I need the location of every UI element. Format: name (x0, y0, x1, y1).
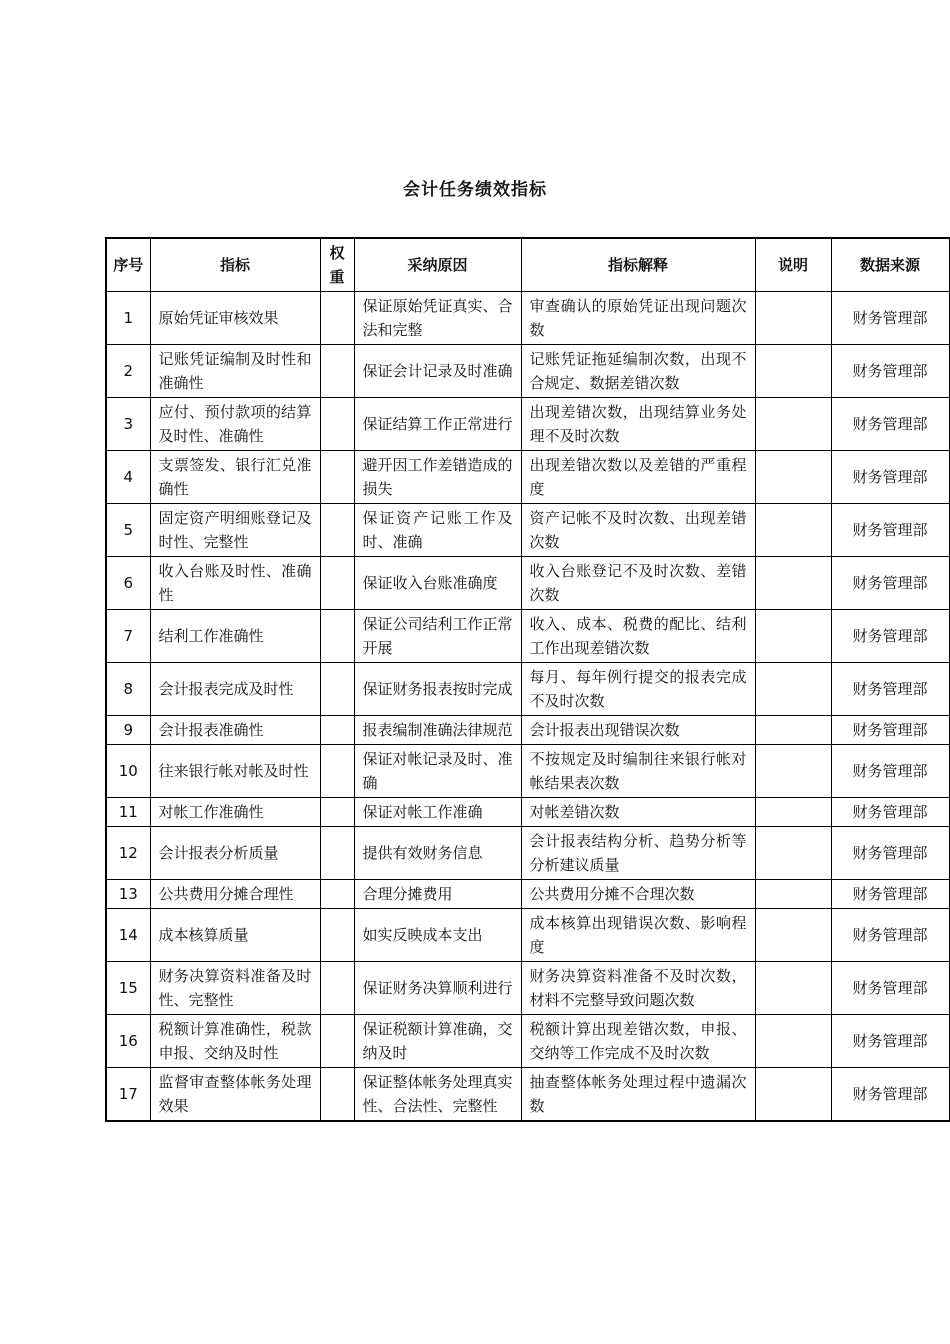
cell-indicator: 会计报表准确性 (150, 716, 320, 745)
header-source: 数据来源 (831, 238, 949, 292)
cell-no: 5 (106, 504, 150, 557)
cell-source: 财务管理部 (831, 909, 949, 962)
cell-note (755, 962, 831, 1015)
cell-reason: 报表编制准确法律规范 (354, 716, 521, 745)
cell-indicator: 收入台账及时性、准确性 (150, 557, 320, 610)
cell-reason: 保证税额计算准确，交纳及时 (354, 1015, 521, 1068)
cell-indicator: 应付、预付款项的结算及时性、准确性 (150, 398, 320, 451)
cell-indicator: 支票签发、银行汇兑准确性 (150, 451, 320, 504)
cell-weight (320, 1068, 354, 1122)
table-row (106, 557, 949, 610)
cell-note (755, 798, 831, 827)
cell-weight (320, 345, 354, 398)
cell-source: 财务管理部 (831, 827, 949, 880)
cell-reason: 保证原始凭证真实、合法和完整 (354, 292, 521, 345)
table-row (106, 880, 949, 909)
cell-weight (320, 663, 354, 716)
cell-source: 财务管理部 (831, 962, 949, 1015)
cell-note (755, 1015, 831, 1068)
cell-reason: 保证整体帐务处理真实性、合法性、完整性 (354, 1068, 521, 1122)
cell-no: 12 (106, 827, 150, 880)
cell-source: 财务管理部 (831, 1068, 949, 1122)
page-title: 会计任务绩效指标 (403, 180, 547, 200)
header-indicator: 指标 (150, 238, 320, 292)
cell-source: 财务管理部 (831, 557, 949, 610)
cell-reason: 保证会计记录及时准确 (354, 345, 521, 398)
cell-note (755, 827, 831, 880)
cell-weight (320, 827, 354, 880)
cell-weight (320, 451, 354, 504)
cell-explanation: 出现差错次数以及差错的严重程度 (521, 451, 755, 504)
table-row (106, 962, 949, 1015)
cell-source: 财务管理部 (831, 451, 949, 504)
cell-no: 4 (106, 451, 150, 504)
cell-explanation: 收入台账登记不及时次数、差错次数 (521, 557, 755, 610)
cell-explanation: 公共费用分摊不合理次数 (521, 880, 755, 909)
table-row (106, 827, 949, 880)
cell-weight (320, 292, 354, 345)
cell-explanation: 资产记帐不及时次数、出现差错次数 (521, 504, 755, 557)
cell-explanation: 出现差错次数，出现结算业务处理不及时次数 (521, 398, 755, 451)
table-row (106, 504, 949, 557)
table-body (106, 292, 949, 1122)
cell-source: 财务管理部 (831, 398, 949, 451)
header-note: 说明 (755, 238, 831, 292)
header-explanation: 指标解释 (521, 238, 755, 292)
cell-note (755, 451, 831, 504)
cell-indicator: 公共费用分摊合理性 (150, 880, 320, 909)
table-row (106, 1068, 949, 1122)
cell-no: 1 (106, 292, 150, 345)
cell-reason: 保证收入台账准确度 (354, 557, 521, 610)
cell-explanation: 审查确认的原始凭证出现问题次数 (521, 292, 755, 345)
cell-weight (320, 398, 354, 451)
cell-indicator: 会计报表分析质量 (150, 827, 320, 880)
cell-indicator: 原始凭证审核效果 (150, 292, 320, 345)
table-row (106, 745, 949, 798)
cell-weight (320, 909, 354, 962)
cell-weight (320, 610, 354, 663)
table-header (106, 238, 949, 292)
cell-note (755, 1068, 831, 1122)
cell-weight (320, 962, 354, 1015)
cell-indicator: 结利工作准确性 (150, 610, 320, 663)
table-row (106, 909, 949, 962)
cell-no: 14 (106, 909, 150, 962)
cell-note (755, 504, 831, 557)
cell-explanation: 抽查整体帐务处理过程中遗漏次数 (521, 1068, 755, 1122)
cell-weight (320, 716, 354, 745)
table-row (106, 345, 949, 398)
cell-no: 11 (106, 798, 150, 827)
cell-source: 财务管理部 (831, 880, 949, 909)
cell-indicator: 成本核算质量 (150, 909, 320, 962)
cell-no: 6 (106, 557, 150, 610)
cell-no: 10 (106, 745, 150, 798)
header-no: 序号 (106, 238, 150, 292)
kpi-table (105, 237, 950, 1122)
cell-reason: 保证财务报表按时完成 (354, 663, 521, 716)
cell-no: 7 (106, 610, 150, 663)
cell-weight (320, 557, 354, 610)
cell-explanation: 记账凭证拖延编制次数，出现不合规定、数据差错次数 (521, 345, 755, 398)
cell-weight (320, 504, 354, 557)
cell-no: 15 (106, 962, 150, 1015)
cell-no: 9 (106, 716, 150, 745)
cell-note (755, 398, 831, 451)
cell-weight (320, 798, 354, 827)
cell-note (755, 345, 831, 398)
cell-reason: 保证财务决算顺利进行 (354, 962, 521, 1015)
cell-note (755, 909, 831, 962)
cell-source: 财务管理部 (831, 292, 949, 345)
cell-no: 2 (106, 345, 150, 398)
cell-source: 财务管理部 (831, 345, 949, 398)
cell-reason: 如实反映成本支出 (354, 909, 521, 962)
table-row (106, 610, 949, 663)
cell-note (755, 745, 831, 798)
table-row (106, 398, 949, 451)
cell-note (755, 292, 831, 345)
header-reason: 采纳原因 (354, 238, 521, 292)
cell-source: 财务管理部 (831, 745, 949, 798)
cell-indicator: 税额计算准确性，税款申报、交纳及时性 (150, 1015, 320, 1068)
cell-indicator: 往来银行帐对帐及时性 (150, 745, 320, 798)
table-row (106, 716, 949, 745)
cell-weight (320, 745, 354, 798)
cell-source: 财务管理部 (831, 716, 949, 745)
table-row (106, 663, 949, 716)
cell-reason: 合理分摊费用 (354, 880, 521, 909)
cell-reason: 保证公司结利工作正常开展 (354, 610, 521, 663)
cell-source: 财务管理部 (831, 663, 949, 716)
cell-indicator: 记账凭证编制及时性和准确性 (150, 345, 320, 398)
cell-source: 财务管理部 (831, 610, 949, 663)
cell-source: 财务管理部 (831, 798, 949, 827)
cell-reason: 保证结算工作正常进行 (354, 398, 521, 451)
header-weight: 权重 (320, 238, 354, 292)
cell-note (755, 557, 831, 610)
cell-source: 财务管理部 (831, 1015, 949, 1068)
cell-explanation: 税额计算出现差错次数，申报、交纳等工作完成不及时次数 (521, 1015, 755, 1068)
cell-explanation: 财务决算资料准备不及时次数，材料不完整导致问题次数 (521, 962, 755, 1015)
cell-reason: 保证资产记账工作及时、准确 (354, 504, 521, 557)
cell-note (755, 610, 831, 663)
cell-no: 16 (106, 1015, 150, 1068)
cell-no: 8 (106, 663, 150, 716)
cell-explanation: 会计报表结构分析、趋势分析等分析建议质量 (521, 827, 755, 880)
cell-explanation: 对帐差错次数 (521, 798, 755, 827)
cell-reason: 避开因工作差错造成的损失 (354, 451, 521, 504)
cell-reason: 保证对帐记录及时、准确 (354, 745, 521, 798)
cell-indicator: 财务决算资料准备及时性、完整性 (150, 962, 320, 1015)
cell-indicator: 固定资产明细账登记及时性、完整性 (150, 504, 320, 557)
cell-indicator: 监督审查整体帐务处理效果 (150, 1068, 320, 1122)
cell-note (755, 663, 831, 716)
cell-weight (320, 1015, 354, 1068)
table-row (106, 451, 949, 504)
cell-explanation: 成本核算出现错误次数、影响程度 (521, 909, 755, 962)
table-row (106, 798, 949, 827)
cell-indicator: 会计报表完成及时性 (150, 663, 320, 716)
cell-note (755, 716, 831, 745)
cell-reason: 保证对帐工作准确 (354, 798, 521, 827)
cell-note (755, 880, 831, 909)
cell-explanation: 收入、成本、税费的配比、结利工作出现差错次数 (521, 610, 755, 663)
cell-indicator: 对帐工作准确性 (150, 798, 320, 827)
table-row (106, 1015, 949, 1068)
cell-no: 3 (106, 398, 150, 451)
cell-source: 财务管理部 (831, 504, 949, 557)
cell-weight (320, 880, 354, 909)
cell-explanation: 每月、每年例行提交的报表完成不及时次数 (521, 663, 755, 716)
cell-no: 13 (106, 880, 150, 909)
cell-reason: 提供有效财务信息 (354, 827, 521, 880)
cell-explanation: 不按规定及时编制往来银行帐对帐结果表次数 (521, 745, 755, 798)
table-row (106, 292, 949, 345)
cell-explanation: 会计报表出现错误次数 (521, 716, 755, 745)
cell-no: 17 (106, 1068, 150, 1122)
